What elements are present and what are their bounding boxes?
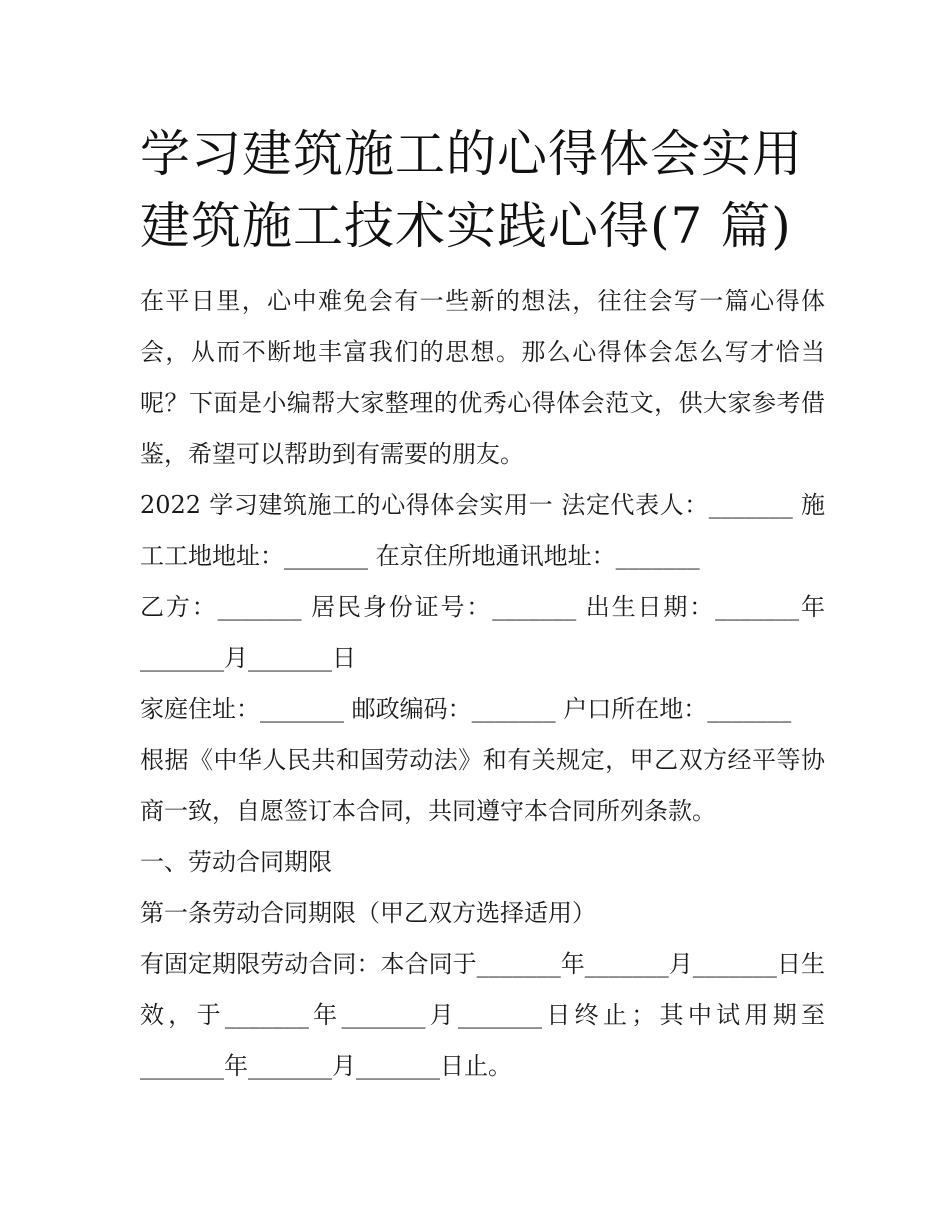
title-line-1: 学习建筑施工的心得体会实用	[140, 125, 803, 183]
document-title	[140, 118, 840, 262]
party-b-paragraph: 乙方：_______ 居民身份证号：_______ 出生日期：_______年_______月_______日	[140, 593, 825, 672]
section-heading: 一、劳动合同期限	[140, 848, 332, 876]
home-address-paragraph: 家庭住址：_______ 邮政编码：_______ 户口所在地：_______	[140, 695, 792, 723]
intro-paragraph: 在平日里，心中难免会有一些新的想法，往往会写一篇心得体会，从而不断地丰富我们的思想。那么心得体会怎么写才恰当呢？下面是小编帮大家整理的优秀心得体会范文，供大家参考借鉴，希望可以帮助到有需要的朋友。	[140, 287, 825, 468]
fixed-term-paragraph: 有固定期限劳动合同：本合同于_______年_______月_______日生效，于_______年_______月_______日终止；其中试用期至_______年_______月_______日止。	[140, 950, 825, 1080]
legal-rep-paragraph: 2022 学习建筑施工的心得体会实用一 法定代表人：_______ 施工工地地址：_______ 在京住所地通讯地址：_______	[140, 491, 825, 570]
article-heading: 第一条劳动合同期限（甲乙双方选择适用）	[140, 899, 596, 927]
document-body	[140, 276, 825, 1092]
agreement-paragraph: 根据《中华人民共和国劳动法》和有关规定，甲乙双方经平等协商一致，自愿签订本合同，共同遵守本合同所列条款。	[140, 746, 825, 825]
title-line-2: 建筑施工技术实践心得(7 篇)	[140, 197, 792, 255]
